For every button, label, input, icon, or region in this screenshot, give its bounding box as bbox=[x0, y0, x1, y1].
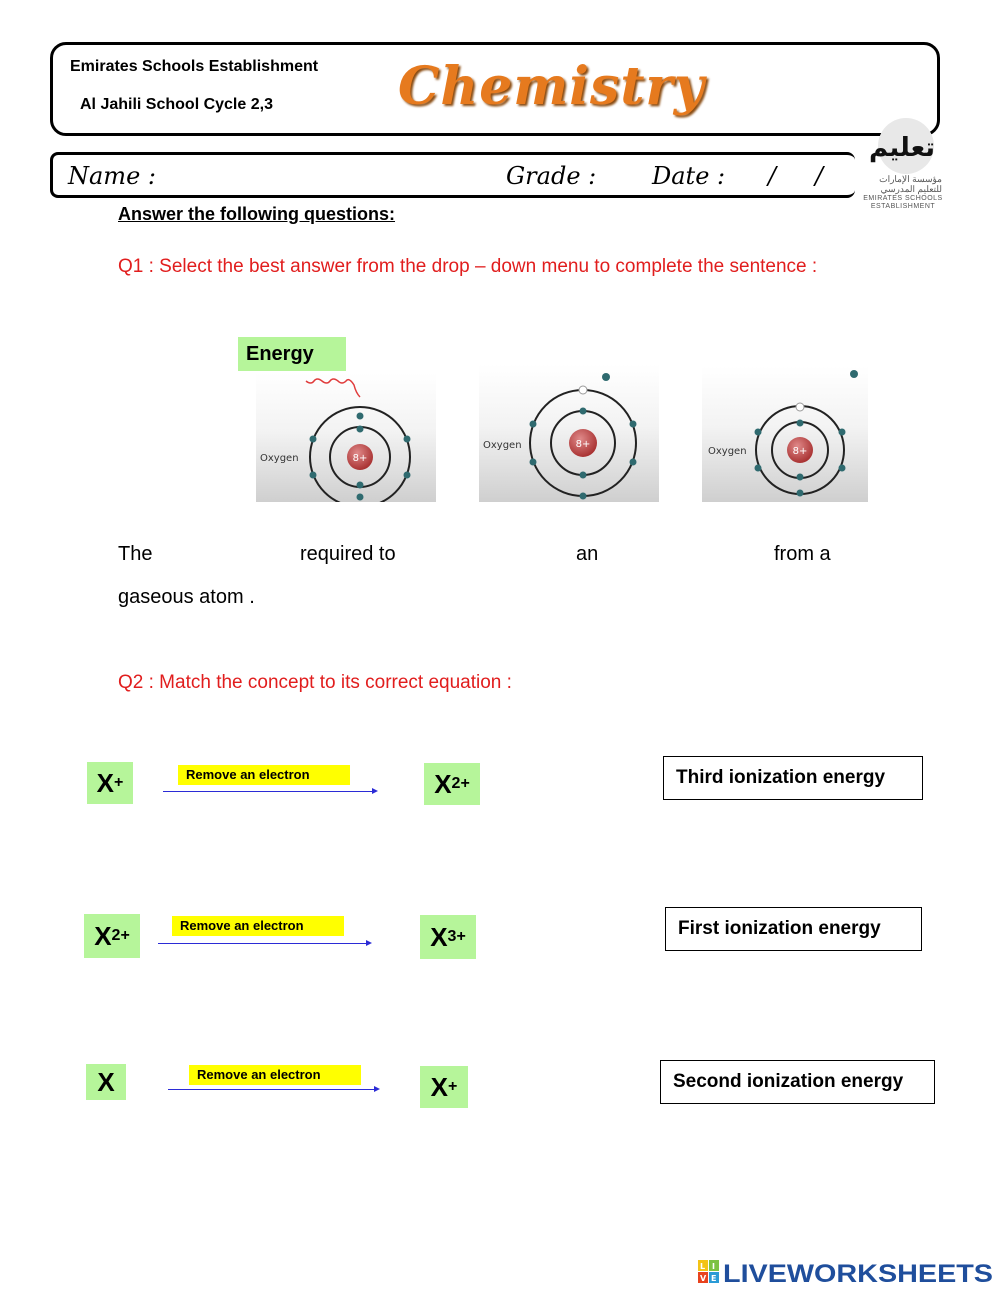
name-label: Name : bbox=[68, 162, 156, 190]
product-chip[interactable]: X + bbox=[420, 1066, 468, 1108]
reactant-chip[interactable] bbox=[86, 1064, 126, 1100]
grade-label: Grade : bbox=[506, 162, 597, 190]
q1-prompt: Q1 : Select the best answer from the drop – down menu to complete the sentence : bbox=[118, 256, 818, 277]
student-info-bar bbox=[50, 152, 855, 198]
atom-diagram-ejected bbox=[702, 366, 868, 502]
logo-english-name: EMIRATES SCHOOLS ESTABLISHMENT bbox=[863, 195, 943, 210]
concept-box[interactable]: Second ionization energy bbox=[660, 1060, 935, 1104]
species-symbol: X bbox=[96, 767, 114, 798]
reactant-chip[interactable]: X + bbox=[87, 762, 133, 804]
reactant-chip[interactable]: X 2+ bbox=[84, 914, 140, 958]
sentence-word: The bbox=[118, 543, 153, 565]
sentence-word: from a bbox=[774, 543, 831, 565]
arrow-label: Remove an electron bbox=[178, 765, 350, 785]
species-symbol: X bbox=[430, 921, 448, 952]
concept-box[interactable]: Third ionization energy bbox=[663, 756, 923, 800]
logo-letter: L bbox=[700, 1262, 706, 1271]
species-symbol: X bbox=[97, 1066, 115, 1097]
product-chip[interactable]: X 2+ bbox=[424, 763, 480, 805]
logo-letter: E bbox=[711, 1274, 717, 1283]
school-cycle: Al Jahili School Cycle 2,3 bbox=[80, 96, 273, 113]
subject-title: Chemistry bbox=[398, 56, 705, 117]
species-symbol: X bbox=[94, 920, 112, 951]
concept-box[interactable]: First ionization energy bbox=[665, 907, 922, 951]
logo-letter: I bbox=[712, 1262, 715, 1271]
atom-diagram-ionized bbox=[479, 364, 659, 502]
atom-nucleus-charge: 8+ bbox=[575, 439, 591, 450]
reaction-arrow bbox=[163, 791, 376, 792]
date-separator: / bbox=[768, 162, 777, 190]
species-symbol: X bbox=[434, 768, 452, 799]
energy-label: Energy bbox=[238, 337, 346, 371]
logo-wordmark: LIVEWORKSHEETS bbox=[723, 1260, 993, 1286]
sentence-word: an bbox=[576, 543, 599, 565]
sentence-word: gaseous atom . bbox=[118, 586, 255, 608]
school-name: Emirates Schools Establishment bbox=[70, 58, 319, 75]
sentence-word: required to bbox=[300, 543, 396, 565]
logo-arabic-name: مؤسسة الإمارات للتعليم المدرسي bbox=[879, 174, 942, 194]
atom-nucleus-charge: 8+ bbox=[352, 453, 368, 464]
species-symbol: X bbox=[430, 1071, 448, 1102]
atom-diagram-energy bbox=[256, 373, 436, 502]
atom-element-label: Oxygen bbox=[260, 453, 299, 464]
atom-nucleus-charge: 8+ bbox=[792, 446, 808, 457]
atom-element-label: Oxygen bbox=[708, 446, 747, 457]
reaction-arrow bbox=[168, 1089, 378, 1090]
date-label: Date : bbox=[652, 162, 726, 190]
atom-element-label: Oxygen bbox=[483, 440, 522, 451]
arrow-label: Remove an electron bbox=[189, 1065, 361, 1085]
date-separator: / bbox=[815, 162, 824, 190]
arrow-label: Remove an electron bbox=[172, 916, 344, 936]
reaction-arrow bbox=[158, 943, 370, 944]
liveworksheets-logo bbox=[698, 1258, 998, 1286]
logo-letter: V bbox=[700, 1274, 707, 1283]
q2-prompt: Q2 : Match the concept to its correct equation : bbox=[118, 672, 512, 693]
product-chip[interactable]: X 3+ bbox=[420, 915, 476, 959]
instructions-heading: Answer the following questions: bbox=[118, 204, 396, 224]
logo-arabic-mark: تعليم bbox=[868, 133, 936, 163]
